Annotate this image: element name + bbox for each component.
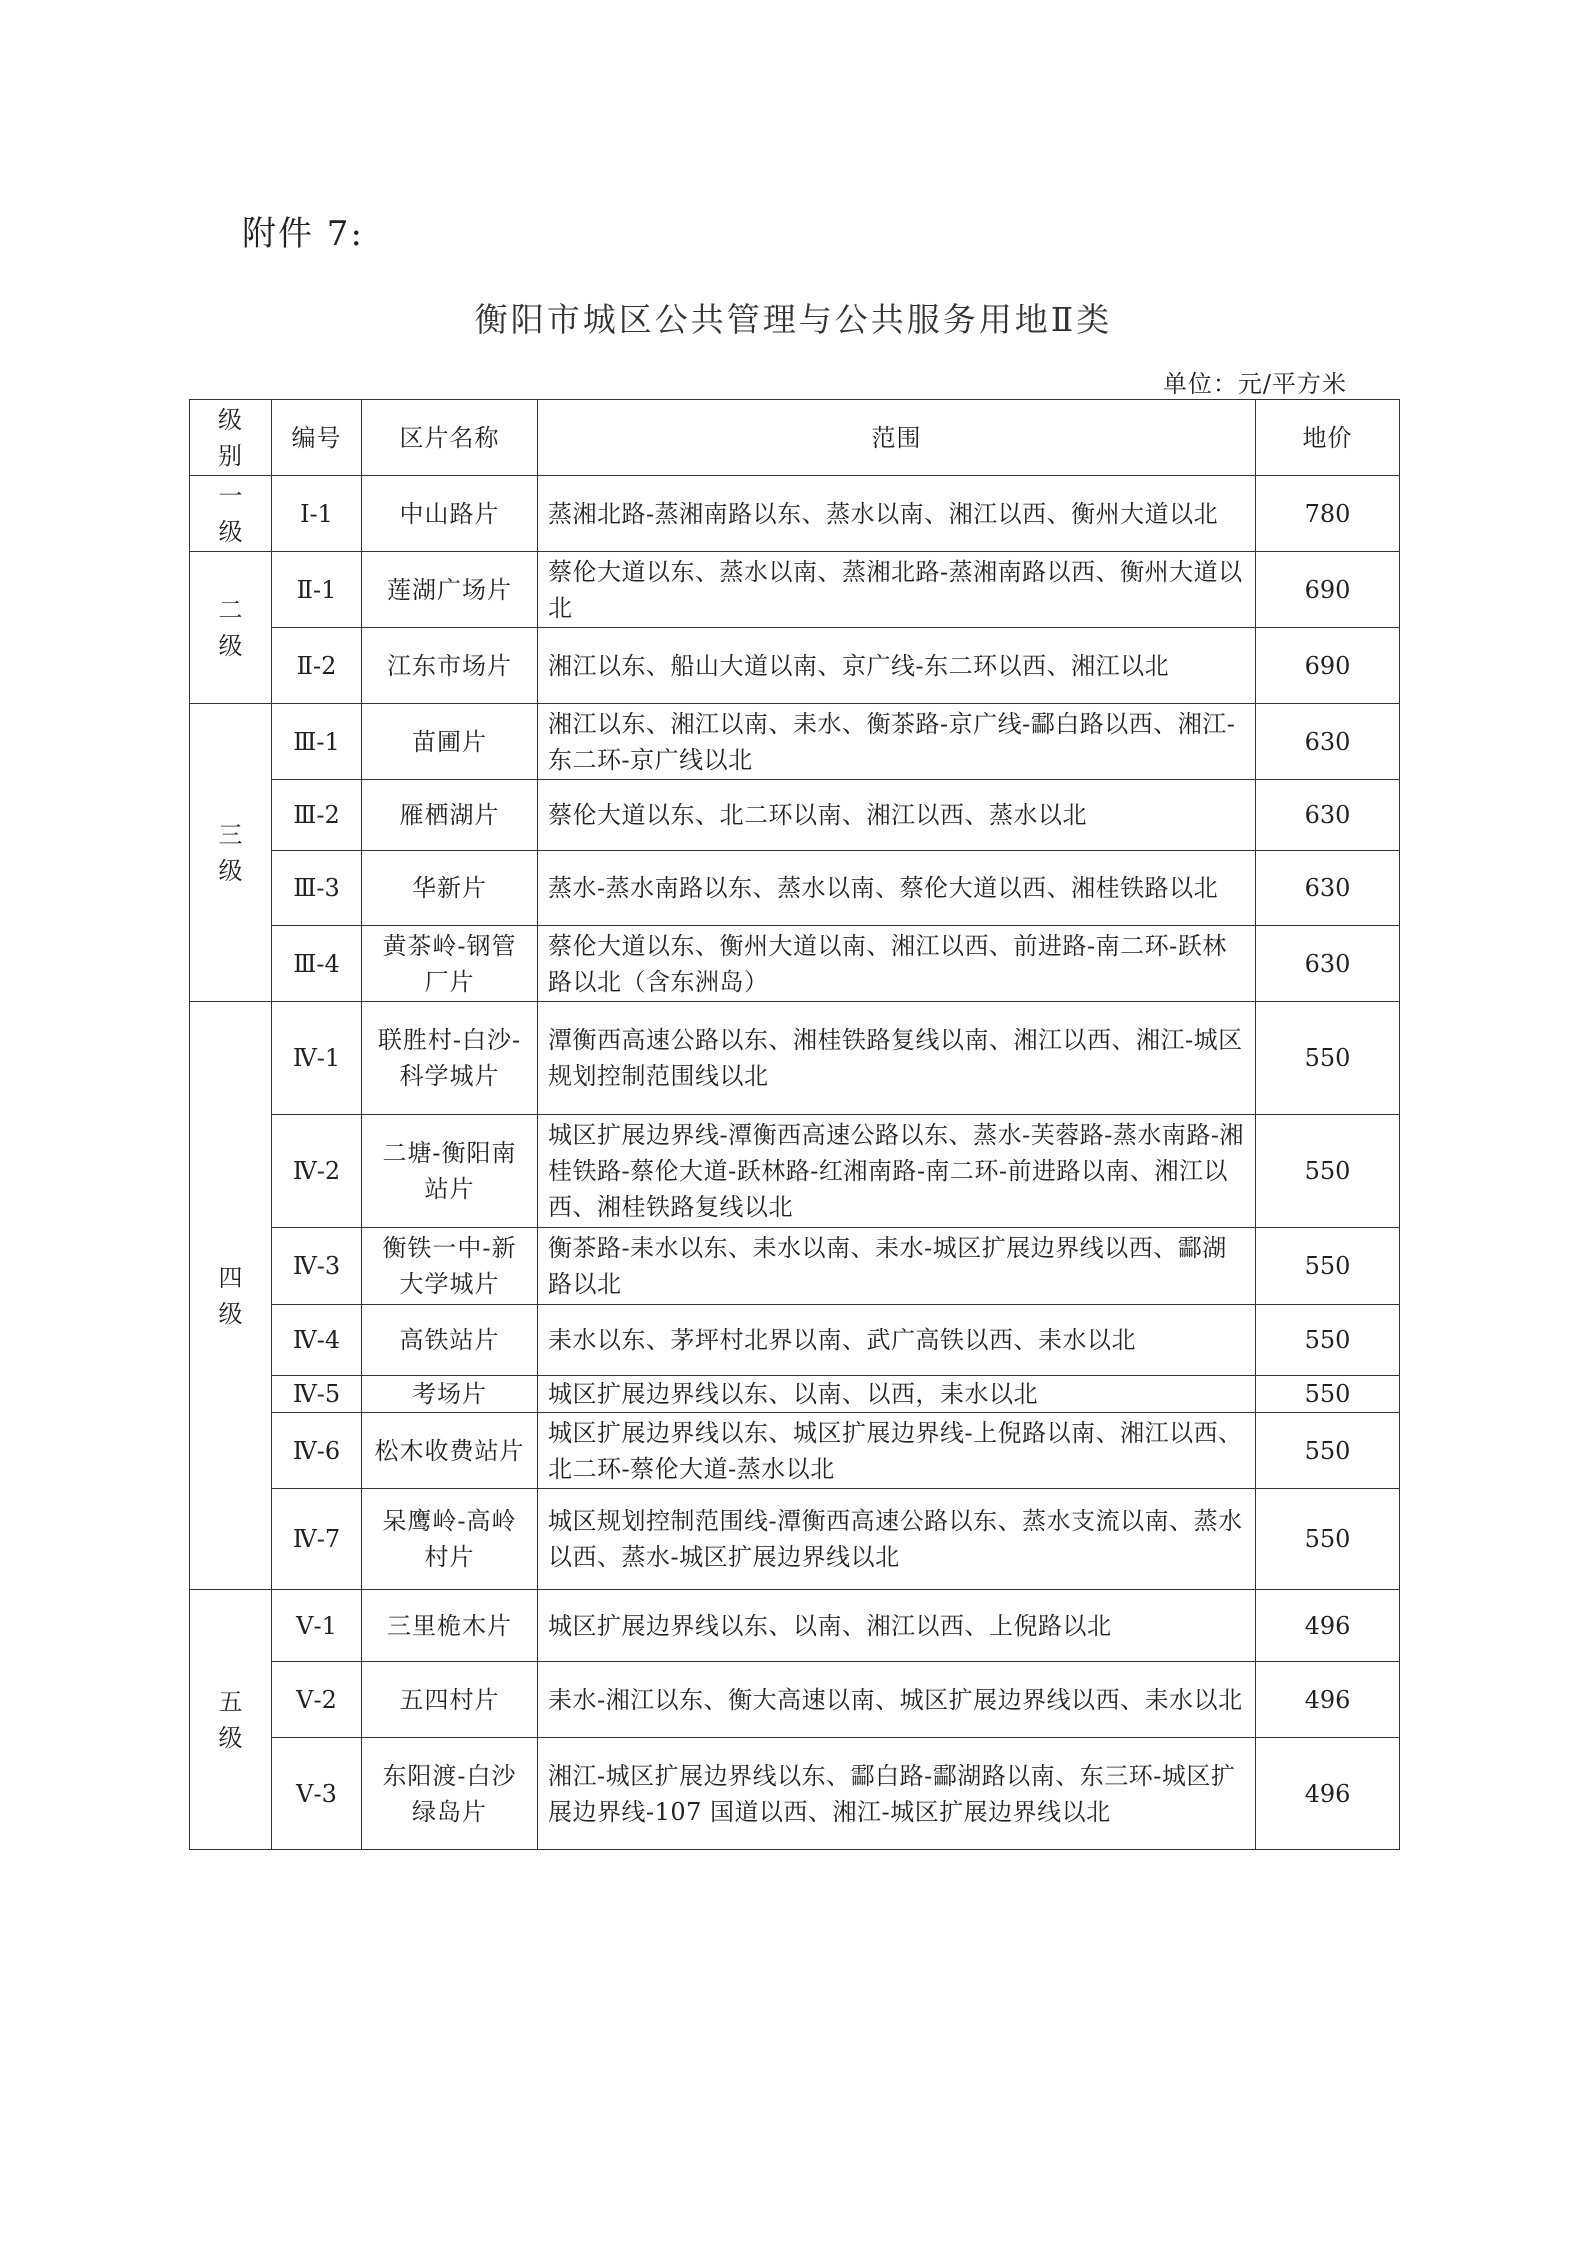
- code-cell: Ⅰ-1: [272, 476, 362, 552]
- price-cell: 690: [1256, 628, 1400, 704]
- table-header-row: [190, 400, 1400, 476]
- price-cell: 496: [1256, 1590, 1400, 1662]
- name-cell: 考场片: [362, 1376, 538, 1413]
- price-cell: 550: [1256, 1002, 1400, 1115]
- header-price: 地价: [1256, 400, 1400, 476]
- code-cell: Ⅱ-1: [272, 552, 362, 628]
- name-cell: 苗圃片: [362, 704, 538, 780]
- code-cell: Ⅲ-1: [272, 704, 362, 780]
- code-cell: Ⅴ-3: [272, 1738, 362, 1850]
- code-cell: Ⅴ-2: [272, 1662, 362, 1738]
- code-cell: Ⅳ-6: [272, 1413, 362, 1489]
- price-cell: 550: [1256, 1115, 1400, 1228]
- table-row: [190, 1413, 1400, 1489]
- table-row: [190, 1489, 1400, 1590]
- unit-label: 单位：元/平方米: [1162, 370, 1347, 398]
- range-cell: 城区规划控制范围线-潭衡西高速公路以东、蒸水支流以南、蒸水以西、蒸水-城区扩展边界线以北: [538, 1489, 1256, 1590]
- price-cell: 550: [1256, 1413, 1400, 1489]
- price-cell: 780: [1256, 476, 1400, 552]
- land-price-table: [189, 399, 1400, 1850]
- code-cell: Ⅳ-3: [272, 1228, 362, 1305]
- name-cell: 五四村片: [362, 1662, 538, 1738]
- range-cell: 湘江-城区扩展边界线以东、酃白路-酃湖路以南、东三环-城区扩展边界线-107 国道以西、湘江-城区扩展边界线以北: [538, 1738, 1256, 1850]
- range-cell: 城区扩展边界线-潭衡西高速公路以东、蒸水-芙蓉路-蒸水南路-湘桂铁路-蔡伦大道-跃林路-红湘南路-南二环-前进路以南、湘江以西、湘桂铁路复线以北: [538, 1115, 1256, 1228]
- price-cell: 630: [1256, 704, 1400, 780]
- table-row: [190, 851, 1400, 926]
- header-level: 级别: [190, 400, 272, 476]
- level-cell-1: 一级: [190, 476, 272, 552]
- name-cell: 雁栖湖片: [362, 780, 538, 851]
- code-cell: Ⅲ-2: [272, 780, 362, 851]
- table-row: [190, 1228, 1400, 1305]
- table-row: [190, 1115, 1400, 1228]
- table-row: [190, 476, 1400, 552]
- range-cell: 蒸水-蒸水南路以东、蒸水以南、蔡伦大道以西、湘桂铁路以北: [538, 851, 1256, 926]
- price-cell: 630: [1256, 780, 1400, 851]
- range-cell: 耒水-湘江以东、衡大高速以南、城区扩展边界线以西、耒水以北: [538, 1662, 1256, 1738]
- name-cell: 华新片: [362, 851, 538, 926]
- level-cell-4: 四级: [190, 1002, 272, 1590]
- header-name: 区片名称: [362, 400, 538, 476]
- price-cell: 550: [1256, 1489, 1400, 1590]
- range-cell: 城区扩展边界线以东、以南、以西，耒水以北: [538, 1376, 1256, 1413]
- range-cell: 耒水以东、茅坪村北界以南、武广高铁以西、耒水以北: [538, 1305, 1256, 1376]
- range-cell: 湘江以东、船山大道以南、京广线-东二环以西、湘江以北: [538, 628, 1256, 704]
- name-cell: 中山路片: [362, 476, 538, 552]
- table-row: [190, 1305, 1400, 1376]
- range-cell: 潭衡西高速公路以东、湘桂铁路复线以南、湘江以西、湘江-城区规划控制范围线以北: [538, 1002, 1256, 1115]
- header-code: 编号: [272, 400, 362, 476]
- code-cell: Ⅲ-3: [272, 851, 362, 926]
- name-cell: 东阳渡-白沙绿岛片: [362, 1738, 538, 1850]
- table-row: [190, 1662, 1400, 1738]
- document-title: 衡阳市城区公共管理与公共服务用地Ⅱ类: [474, 300, 1113, 339]
- price-cell: 496: [1256, 1662, 1400, 1738]
- table-row: [190, 1590, 1400, 1662]
- code-cell: Ⅳ-5: [272, 1376, 362, 1413]
- level-cell-5: 五级: [190, 1590, 272, 1850]
- table-row: [190, 926, 1400, 1002]
- code-cell: Ⅲ-4: [272, 926, 362, 1002]
- price-cell: 630: [1256, 926, 1400, 1002]
- name-cell: 莲湖广场片: [362, 552, 538, 628]
- range-cell: 湘江以东、湘江以南、耒水、衡茶路-京广线-酃白路以西、湘江-东二环-京广线以北: [538, 704, 1256, 780]
- table-row: [190, 1002, 1400, 1115]
- price-cell: 550: [1256, 1305, 1400, 1376]
- range-cell: 蔡伦大道以东、蒸水以南、蒸湘北路-蒸湘南路以西、衡州大道以北: [538, 552, 1256, 628]
- level-cell-2: 二级: [190, 552, 272, 704]
- level-cell-3: 三级: [190, 704, 272, 1002]
- name-cell: 黄茶岭-钢管厂片: [362, 926, 538, 1002]
- name-cell: 高铁站片: [362, 1305, 538, 1376]
- code-cell: Ⅳ-7: [272, 1489, 362, 1590]
- name-cell: 江东市场片: [362, 628, 538, 704]
- table-row: [190, 704, 1400, 780]
- code-cell: Ⅳ-1: [272, 1002, 362, 1115]
- name-cell: 松木收费站片: [362, 1413, 538, 1489]
- name-cell: 联胜村-白沙-科学城片: [362, 1002, 538, 1115]
- table-row: [190, 628, 1400, 704]
- price-cell: 690: [1256, 552, 1400, 628]
- code-cell: Ⅳ-4: [272, 1305, 362, 1376]
- price-cell: 550: [1256, 1376, 1400, 1413]
- price-cell: 550: [1256, 1228, 1400, 1305]
- range-cell: 蔡伦大道以东、北二环以南、湘江以西、蒸水以北: [538, 780, 1256, 851]
- name-cell: 呆鹰岭-高岭村片: [362, 1489, 538, 1590]
- name-cell: 三里桅木片: [362, 1590, 538, 1662]
- name-cell: 衡铁一中-新大学城片: [362, 1228, 538, 1305]
- code-cell: Ⅴ-1: [272, 1590, 362, 1662]
- code-cell: Ⅳ-2: [272, 1115, 362, 1228]
- code-cell: Ⅱ-2: [272, 628, 362, 704]
- range-cell: 城区扩展边界线以东、以南、湘江以西、上倪路以北: [538, 1590, 1256, 1662]
- range-cell: 蔡伦大道以东、衡州大道以南、湘江以西、前进路-南二环-跃林路以北（含东洲岛）: [538, 926, 1256, 1002]
- name-cell: 二塘-衡阳南站片: [362, 1115, 538, 1228]
- header-range: 范围: [538, 400, 1256, 476]
- range-cell: 城区扩展边界线以东、城区扩展边界线-上倪路以南、湘江以西、北二环-蔡伦大道-蒸水以北: [538, 1413, 1256, 1489]
- range-cell: 衡茶路-耒水以东、耒水以南、耒水-城区扩展边界线以西、酃湖路以北: [538, 1228, 1256, 1305]
- table-row: [190, 552, 1400, 628]
- table-row: [190, 1376, 1400, 1413]
- range-cell: 蒸湘北路-蒸湘南路以东、蒸水以南、湘江以西、衡州大道以北: [538, 476, 1256, 552]
- price-cell: 630: [1256, 851, 1400, 926]
- attachment-label: 附件 7:: [242, 214, 364, 254]
- table-row: [190, 1738, 1400, 1850]
- price-cell: 496: [1256, 1738, 1400, 1850]
- table-row: [190, 780, 1400, 851]
